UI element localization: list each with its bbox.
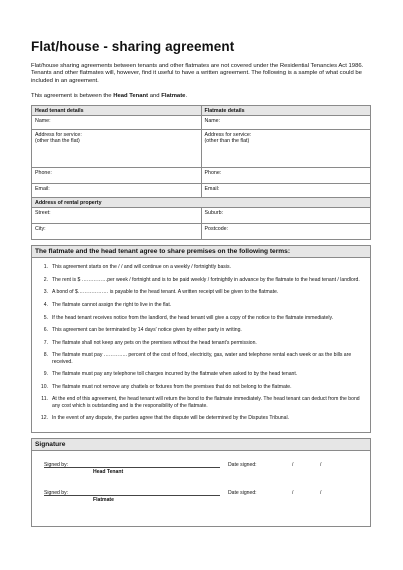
intro-paragraph: Flat/house sharing agreements between tenants and other flatmates are not covered under the Residential Tenancies Act 1986. Tenants and other flatmates will, however, find it useful to have a written agreement. The following is a sample of what could be included in an agreement.	[31, 63, 364, 84]
flatmate-signature-row	[38, 490, 364, 518]
term-number: 10.	[40, 383, 48, 390]
term-text: This agreement starts on the / / and will continue on a weekly / fortnightly basis.	[52, 264, 231, 271]
term-item	[38, 384, 364, 390]
term-item	[38, 264, 364, 270]
term-number: 8.	[43, 352, 48, 359]
flatmate-name-field[interactable]: Name:	[201, 116, 371, 130]
parties-suffix: .	[185, 93, 188, 100]
head-tenant-address-field[interactable]: Address for service: (other than the flat)	[32, 130, 202, 168]
head-tenant-signature-row	[38, 462, 364, 490]
parties-prefix: This agreement is between the	[31, 93, 114, 100]
term-number: 9.	[43, 371, 48, 378]
date-separator: /	[320, 461, 322, 468]
term-item	[38, 302, 364, 308]
term-item	[38, 340, 364, 346]
term-number: 11.	[41, 396, 48, 403]
term-item	[38, 327, 364, 333]
term-item	[38, 289, 364, 295]
parties-flatmate: Flatmate	[161, 93, 186, 100]
term-text: The flatmate must pay ………….. percent of the cost of food, electricity, gas, water and telephone rental each week or as the bills are received.	[52, 352, 352, 365]
date-separator: /	[292, 461, 294, 468]
term-text: A bond of $……………… is payable to the head tenant. A written receipt will be given to the flatmate.	[52, 289, 279, 296]
terms-list	[38, 264, 364, 421]
head-tenant-details-heading: Head tenant details	[32, 106, 202, 116]
signature-box	[31, 451, 371, 527]
rental-address-heading: Address of rental property	[32, 198, 371, 208]
term-text: The flatmate cannot assign the right to live in the flat.	[52, 302, 172, 308]
head-tenant-name-field[interactable]: Name:	[32, 116, 202, 130]
term-text: The flatmate must pay any telephone toll charges incurred by the flatmate when asked to by the head tenant.	[52, 371, 298, 378]
term-text: If the head tenant receives notice from the landlord, the head tenant will give a copy of the notice to the flatmate immediately.	[52, 314, 334, 321]
term-item	[38, 371, 364, 377]
flatmate-details-heading: Flatmate details	[201, 106, 371, 116]
term-number: 6.	[43, 327, 48, 334]
flatmate-address-field[interactable]: Address for service: (other than the flat)	[201, 130, 371, 168]
terms-heading: The flatmate and the head tenant agree to share premises on the following terms:	[31, 245, 371, 258]
signed-by-label: Signed by:	[44, 489, 69, 496]
flatmate-role-label: Flatmate	[93, 496, 114, 503]
term-item	[38, 415, 364, 421]
flatmate-phone-field[interactable]: Phone:	[201, 168, 371, 184]
head-tenant-role-label: Head Tenant	[93, 468, 124, 475]
details-table	[31, 105, 371, 240]
term-text: The flatmate must not remove any chattels or fixtures from the premises that do not belong to the flatmate.	[52, 383, 292, 390]
city-field[interactable]: City:	[32, 224, 202, 240]
document-title: Flat/house - sharing agreement	[31, 39, 235, 54]
head-tenant-phone-field[interactable]: Phone:	[32, 168, 202, 184]
date-separator: /	[292, 489, 294, 496]
term-text: The rent is $ ……………per week / fortnight and is to be paid weekly / fortnightly in advance by the flatmate to the head tenant / landlord.	[52, 276, 360, 283]
flatmate-email-field[interactable]: Email:	[201, 184, 371, 198]
term-text: This agreement can be terminated by 14 days' notice given by either party in writing.	[52, 327, 242, 334]
parties-head-tenant: Head Tenant	[113, 93, 149, 100]
signature-heading: Signature	[31, 438, 371, 451]
term-number: 7.	[43, 339, 48, 346]
date-signed-label[interactable]: Date signed:	[228, 489, 257, 496]
suburb-field[interactable]: Suburb:	[201, 208, 371, 224]
terms-box	[31, 258, 371, 433]
term-text: At the end of this agreement, the head tenant will return the bond to the flatmate immediately. The head tenant can deduct from the bond any cost which is outstanding and is the responsibility of the flatmate.	[52, 396, 360, 409]
term-number: 3.	[43, 289, 48, 296]
term-text: The flatmate shall not keep any pets on the premises without the head tenant's permission.	[52, 339, 257, 346]
head-tenant-email-field[interactable]: Email:	[32, 184, 202, 198]
term-item	[38, 396, 364, 409]
term-text: In the event of any dispute, the parties agree that the dispute will be determined by the Disputes Tribunal.	[52, 415, 290, 422]
term-number: 2.	[43, 276, 48, 283]
term-number: 4.	[43, 302, 48, 308]
term-item	[38, 277, 364, 283]
date-signed-label[interactable]: Date signed:	[228, 461, 257, 468]
parties-statement	[31, 93, 373, 99]
postcode-field[interactable]: Postcode:	[201, 224, 371, 240]
flatmate-signature-line[interactable]	[44, 495, 220, 496]
signed-by-label: Signed by:	[44, 461, 69, 468]
date-separator: /	[320, 489, 322, 496]
street-field[interactable]: Street:	[32, 208, 202, 224]
head-tenant-signature-line[interactable]	[44, 467, 220, 468]
term-number: 1.	[43, 264, 48, 271]
parties-and: and	[148, 93, 162, 100]
term-item	[38, 352, 364, 365]
term-item	[38, 315, 364, 321]
term-number: 12.	[40, 415, 48, 422]
term-number: 5.	[43, 314, 48, 321]
